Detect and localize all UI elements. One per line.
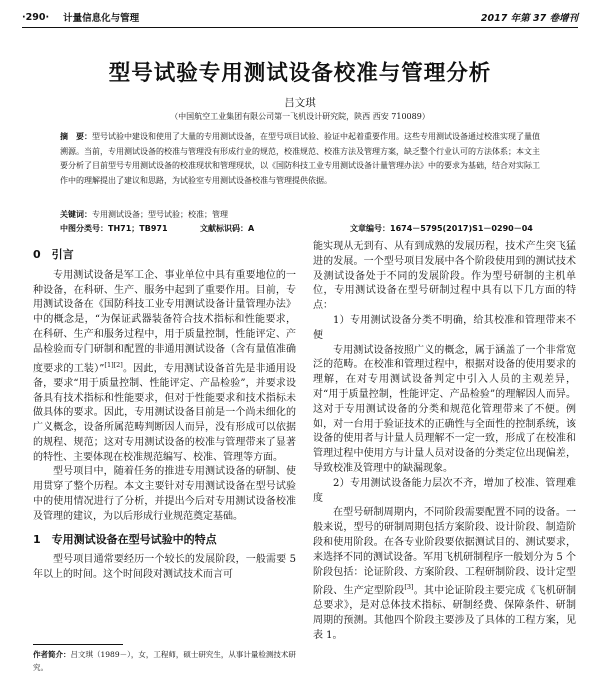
citation-1-2: [1][2] [104,360,123,369]
right-p3-tail: 。其中论证阶段主要完成《飞机研制总要求》，是对总体技术指标、研制经费、保障条件、研制周期的预测。其他四个阶段主要涉及了具体的工程方案，见表 1。 [313,585,577,642]
article-id: 文章编号：1674－5795(2017)S1－0290－04 [350,224,533,233]
section1-paragraph-1: 型号项目通常要经历一个较长的发展阶段，一般需要 5 年以上的时间。这个时间段对测试技术而言可 [33,554,296,581]
right-column [313,240,576,644]
intro-p1-text: 专用测试设备是军工企、事业单位中具有重要地位的一种设备，在科研、生产、服务中起到了重要作用。目前，专用测试设备在《国防科技工业专用测试设备计量管理办法》中的概念是，“为保证武器装备符合技术指标和性能要求，在科研、生产和服务过程中，用于质量控制，性能评定、产品检验而专门研制和配置的非通用测试设备（含有量值准确度要求的工装）” [33,269,296,374]
intro-paragraph-1 [33,269,296,466]
left-column [33,240,296,583]
keywords-text: 专用测试设备；型号试验；校准；管理 [92,210,228,219]
section-heading-1: 1 专用测试设备在型号试验中的特点 [33,532,217,546]
author-footnote [33,648,296,674]
document-code: 文献标识码：A [200,224,255,233]
article-meta [60,223,540,234]
footnote-divider [33,644,123,645]
right-p3-text: 在型号研制周期内，不同阶段需要配置不同的设备。一般来说，型号的研制周期包括方案阶段、设计阶段、制造阶段和使用阶段。在各专业阶段要依据测试目的、测试要求，来选择不同的测试设备。军用飞机研制程序一般划分为 5 个阶段包括：论证阶段、方案阶段、工程研制阶段、设计定型阶段、生产定型阶段 [313,507,576,597]
footnote-label: 作者简介： [33,650,71,659]
abstract [60,130,540,188]
running-header [22,8,578,26]
author-name: 吕文琪 [284,97,316,109]
header-divider [22,27,578,28]
list-item-2: 2）专用测试设备能力层次不齐，增加了校准、管理难度 [313,477,576,504]
citation-3: [3] [404,583,414,592]
right-paragraph-2: 专用测试设备按照广义的概念，属于涵盖了一个非常宽泛的范畴。在校准和管理过程中，根据对设备的使用要求的理解，在对专用测试设备判定中引入人员的主观差异，对“用于质量控制，性能评定、产品检验”的理解因人而异。这对于专用测试设备的分类和规范化管理带来了不便。例如，对一台用于验证技术的正确性与全面性的控制系统，该设备的使用者与计量人员理解不一定一致，形成了在校准和管理过程中使用方与计量人员对设备的分类定位出现偏差，导致校准及管理中的缺漏现象。 [313,344,576,474]
clc-number: 中图分类号：TH71；TB971 [60,224,168,233]
keywords-label: 关键词： [60,210,92,219]
intro-paragraph-2: 型号项目中，随着任务的推进专用测试设备的研制、使用贯穿了整个历程。本文主要针对专用测试设备在型号试验中的使用情况进行了分析，并提出今后对专用测试设备校准及管理的建议，为以后形成行业规范奠定基础。 [33,466,296,522]
page-number: ·290· [22,11,50,23]
journal-name: 计量信息化与管理 [63,13,140,24]
author-affiliation: （中国航空工业集团有限公司第一飞机设计研究院，陕西 西安 710089） [170,112,430,121]
journal-issue: 2017 年第 37 卷增刊 [480,13,578,24]
abstract-label: 摘 要： [60,132,92,141]
list-item-1: 1）专用测试设备分类不明确，给其校准和管理带来不便 [313,314,576,341]
abstract-text: 型号试验中建设和使用了大量的专用测试设备，在型号项目试验、验证中起着重要作用。这些专用测试设备通过校准实现了量值溯源。当前，专用测试设备的校准与管理没有形成行业的规范，校准规范、校准方法及管理方案，缺乏整个行业认可的方法体系；本文主要分析了目前型号专用测试设备的校准现状和管理现状，以《国防科技工业专用测试设备计量管理办法》中的要求为基础，结合对实际工作中的理解提出了建议和思路，为试验室专用测试设备校准与管理提供依据。 [60,132,540,185]
keywords [60,208,540,222]
footnote-text: 吕文琪（1989－），女，工程师，硕士研究生，从事计量检测技术研究。 [33,650,296,672]
paper-title: 型号试验专用测试设备校准与管理分析 [108,61,492,86]
section-heading-intro: 0 引言 [33,248,74,261]
right-paragraph-3 [313,506,576,644]
right-paragraph-1: 能实现从无到有、从有到成熟的发展历程，技术产生突飞猛进的发展。一个型号项目发展中各个阶段使用到的测试技术及测试设备处于不同的发展阶段。作为型号研制的主机单位，专用测试设备在型号研制过程中具有以下几方面的特点： [313,241,576,312]
intro-p1-tail: 。因此，专用测试设备首先是非通用设备，要求“用于质量控制、性能评定、产品检验”，并要求设备具有技术指标和性能要求，但对于性能要求和技术指标未做具体的要求。因此，专用测试设备目前是一个尚未细化的广义概念，设备所属范畴判断因人而异，没有形成可以依据的规程、规范；这对专用测试设备的校准与管理带来了显著的特性、主要体现在校准规范编写、校准、管理等方面。 [33,362,296,463]
